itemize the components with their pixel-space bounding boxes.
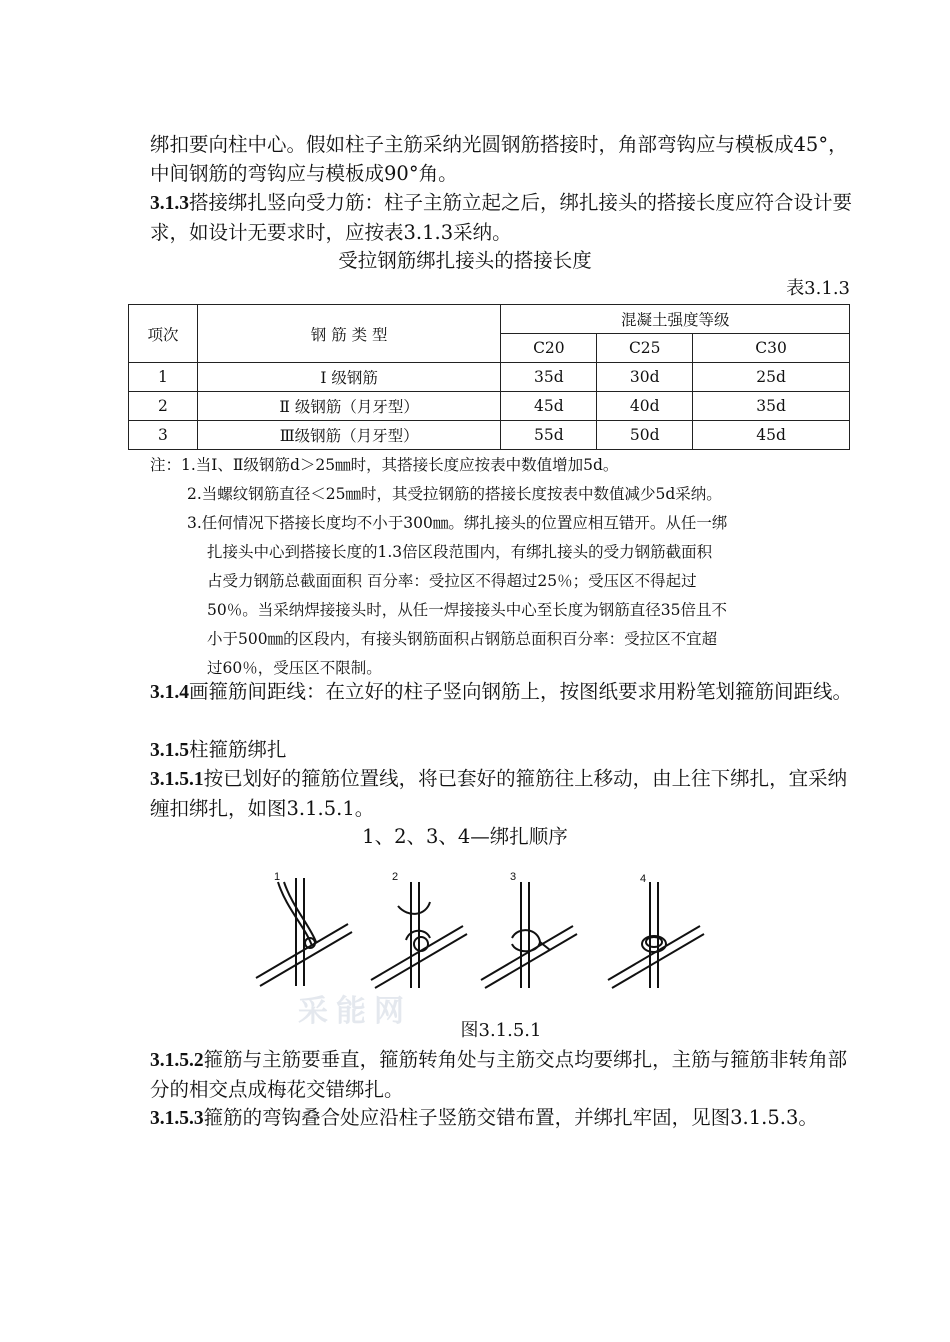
section-text: 按已划好的箍筋位置线，将已套好的箍筋往上移动，由上往下绑扎，宜采纳缠扣绑扎，如图3.1.5.1。 xyxy=(150,767,848,820)
row-value-cell: 25d xyxy=(693,363,850,392)
row-value-cell: 30d xyxy=(597,363,693,392)
section-3-1-4 xyxy=(150,677,852,707)
row-value-cell: 45d xyxy=(693,421,850,450)
row-value-cell: 40d xyxy=(597,392,693,421)
section-number: 3.1.3 xyxy=(150,193,189,214)
section-number: 3.1.4 xyxy=(150,682,189,703)
row-value-cell: 45d xyxy=(501,392,597,421)
row-type-cell: Ⅱ 级钢筋（月牙型） xyxy=(197,392,501,421)
section-number: 3.1.5.2 xyxy=(150,1050,204,1071)
section-text: 画箍筋间距线：在立好的柱子竖向钢筋上，按图纸要求用粉笔划箍筋间距线。 xyxy=(189,680,853,703)
section-3-1-5 xyxy=(150,735,852,765)
header-item-cell: 项次 xyxy=(129,305,198,363)
section-3-1-5-1 xyxy=(150,764,852,823)
grade-cell: C20 xyxy=(501,334,597,363)
section-text: 柱箍筋绑扎 xyxy=(189,738,287,761)
section-text: 箍筋与主筋要垂直，箍筋转角处与主筋交点均要绑扎，主筋与箍筋非转角部分的相交点成梅花交错绑扎。 xyxy=(150,1048,848,1101)
note-3-line: 小于500㎜的区段内，有接头钢筋面积占钢筋总面积百分率：受拉区不宜超 xyxy=(207,630,718,648)
note-3-line: 占受力钢筋总截面面积 百分率：受拉区不得超过25％；受压区不得起过 xyxy=(207,572,697,590)
notes-prefix: 注： xyxy=(150,456,182,474)
lap-length-table xyxy=(128,304,850,450)
grade-cell: C30 xyxy=(693,334,850,363)
header-type-cell: 钢 筋 类 型 xyxy=(197,305,501,363)
table-row xyxy=(129,421,850,450)
table-header-row xyxy=(129,305,850,334)
binding-step-2-illustration xyxy=(371,882,467,988)
section-number: 3.1.5.3 xyxy=(150,1108,204,1129)
binding-step-3-illustration xyxy=(481,882,577,988)
row-no-cell: 2 xyxy=(129,392,198,421)
binding-step-1-illustration xyxy=(256,878,352,986)
table-row xyxy=(129,363,850,392)
row-type-cell: Ⅰ 级钢筋 xyxy=(197,363,501,392)
section-3-1-5-2 xyxy=(150,1045,852,1104)
section-3-1-5-3 xyxy=(150,1103,852,1133)
note-3-line: 3.任何情况下搭接长度均不小于300㎜。绑扎接头的位置应相互错开。从任一绑 xyxy=(187,514,728,532)
row-value-cell: 35d xyxy=(501,363,597,392)
row-no-cell: 3 xyxy=(129,421,198,450)
note-3-line: 扎接头中心到搭接长度的1.3倍区段范围内，有绑扎接头的受力钢筋截面积 xyxy=(207,543,713,561)
figure-label: 图3.1.5.1 xyxy=(460,1020,542,1041)
note-2: 2.当螺纹钢筋直径＜25㎜时，其受拉钢筋的搭接长度按表中数值减少5d采纳。 xyxy=(187,485,722,503)
table-title: 受拉钢筋绑扎接头的搭接长度 xyxy=(338,249,592,272)
step-number-label: 2 xyxy=(392,871,399,883)
note-1: 1.当Ⅰ、Ⅱ级钢筋d＞25㎜时，其搭接长度应按表中数值增加5d。 xyxy=(181,456,619,474)
table-ref: 表3.1.3 xyxy=(786,278,850,299)
paragraph-binding: 绑扣要向柱中心。假如柱子主筋采纳光圆钢筋搭接时，角部弯钩应与模板成45°，中间钢筋的弯钩应与模板成90°角。 xyxy=(150,133,848,185)
row-no-cell: 1 xyxy=(129,363,198,392)
notes-block xyxy=(150,452,618,478)
binding-step-4-illustration xyxy=(608,882,704,988)
section-number: 3.1.5.1 xyxy=(150,769,204,790)
table-row xyxy=(129,392,850,421)
section-number: 3.1.5 xyxy=(150,740,189,761)
step-number-label: 4 xyxy=(640,873,647,885)
section-text: 箍筋的弯钩叠合处应沿柱子竖筋交错布置，并绑扎牢固，见图3.1.5.3。 xyxy=(203,1106,818,1129)
row-value-cell: 50d xyxy=(597,421,693,450)
section-text: 搭接绑扎竖向受力筋：柱子主筋立起之后，绑扎接头的搭接长度应符合设计要求，如设计无要求时，应按表3.1.3采纳。 xyxy=(150,191,853,244)
step-number-label: 3 xyxy=(510,871,517,883)
note-3-line: 50％。当采纳焊接接头时，从任一焊接接头中心至长度为钢筋直径35倍且不 xyxy=(207,601,727,619)
grade-cell: C25 xyxy=(597,334,693,363)
figure-caption-top: 1、2、3、4—绑扎顺序 xyxy=(362,825,568,848)
row-value-cell: 55d xyxy=(501,421,597,450)
binding-sequence-figure xyxy=(248,868,708,998)
step-number-label: 1 xyxy=(274,871,281,883)
section-3-1-3 xyxy=(150,188,852,247)
header-grade-cell: 混凝土强度等级 xyxy=(501,305,850,334)
note-3-line: 过60％，受压区不限制。 xyxy=(207,659,382,677)
watermark: 采能网 xyxy=(298,994,412,1029)
row-type-cell: Ⅲ级钢筋（月牙型） xyxy=(197,421,501,450)
row-value-cell: 35d xyxy=(693,392,850,421)
